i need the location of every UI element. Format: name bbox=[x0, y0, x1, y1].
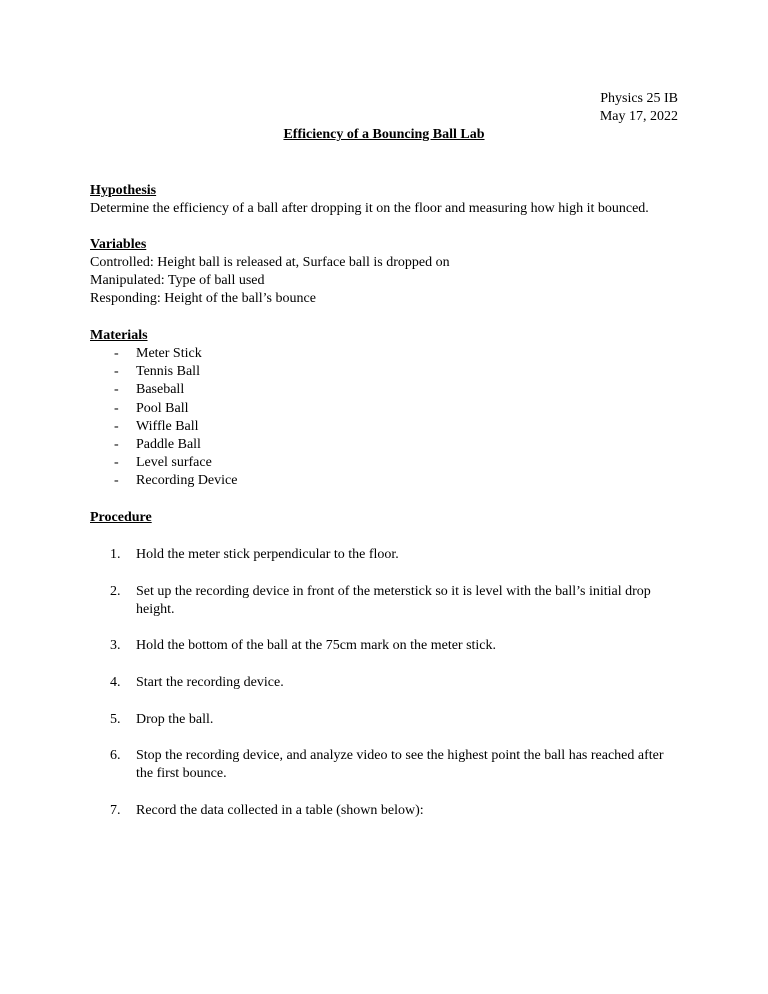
step-text: Record the data collected in a table (shown below): bbox=[136, 803, 424, 818]
materials-heading: Materials bbox=[90, 328, 148, 343]
procedure-heading: Procedure bbox=[90, 510, 152, 525]
step-text: Drop the ball. bbox=[136, 712, 214, 727]
step-text: Set up the recording device in front of the meterstick so it is level with the ball’s initial drop height. bbox=[136, 584, 651, 617]
bullet-dash: - bbox=[114, 418, 119, 434]
bullet-dash: - bbox=[114, 400, 119, 416]
bullet-dash: - bbox=[114, 473, 119, 489]
material-label: Level surface bbox=[136, 455, 212, 471]
step-text: Stop the recording device, and analyze video to see the highest point the ball has reached after the first bounce. bbox=[136, 748, 664, 781]
step-number: 4. bbox=[110, 675, 121, 690]
step-number: 7. bbox=[110, 803, 121, 818]
material-label: Wiffle Ball bbox=[136, 418, 199, 434]
material-label: Tennis Ball bbox=[136, 364, 200, 380]
hypothesis-text: Determine the efficiency of a ball after dropping it on the floor and measuring how high it bounced. bbox=[90, 201, 649, 216]
manipulated-variable: Manipulated: Type of ball used bbox=[90, 273, 265, 288]
step-number: 1. bbox=[110, 547, 121, 562]
bullet-dash: - bbox=[114, 346, 119, 361]
bullet-dash: - bbox=[114, 382, 119, 398]
hypothesis-heading: Hypothesis bbox=[90, 183, 157, 198]
variables-heading: Variables bbox=[90, 237, 147, 252]
course-label: Physics 25 IB bbox=[600, 91, 678, 106]
bullet-dash: - bbox=[114, 364, 119, 380]
step-number: 5. bbox=[110, 712, 121, 727]
material-label: Meter Stick bbox=[136, 346, 202, 361]
page-title bbox=[0, 126, 768, 144]
responding-variable: Responding: Height of the ball’s bounce bbox=[90, 291, 316, 306]
controlled-variable: Controlled: Height ball is released at, Surface ball is dropped on bbox=[90, 255, 450, 270]
material-label: Recording Device bbox=[136, 473, 238, 489]
step-text: Start the recording device. bbox=[136, 675, 284, 690]
step-number: 3. bbox=[110, 638, 121, 653]
step-number: 6. bbox=[110, 748, 121, 763]
date-label: May 17, 2022 bbox=[599, 109, 678, 124]
step-text: Hold the meter stick perpendicular to the floor. bbox=[136, 547, 399, 562]
title-text: Efficiency of a Bouncing Ball Lab bbox=[283, 127, 485, 142]
step-number: 2. bbox=[110, 584, 121, 599]
material-label: Paddle Ball bbox=[136, 437, 201, 452]
step-text: Hold the bottom of the ball at the 75cm mark on the meter stick. bbox=[136, 638, 497, 653]
bullet-dash: - bbox=[114, 455, 119, 471]
bullet-dash: - bbox=[114, 437, 119, 452]
material-label: Baseball bbox=[136, 382, 185, 398]
material-label: Pool Ball bbox=[136, 400, 189, 416]
